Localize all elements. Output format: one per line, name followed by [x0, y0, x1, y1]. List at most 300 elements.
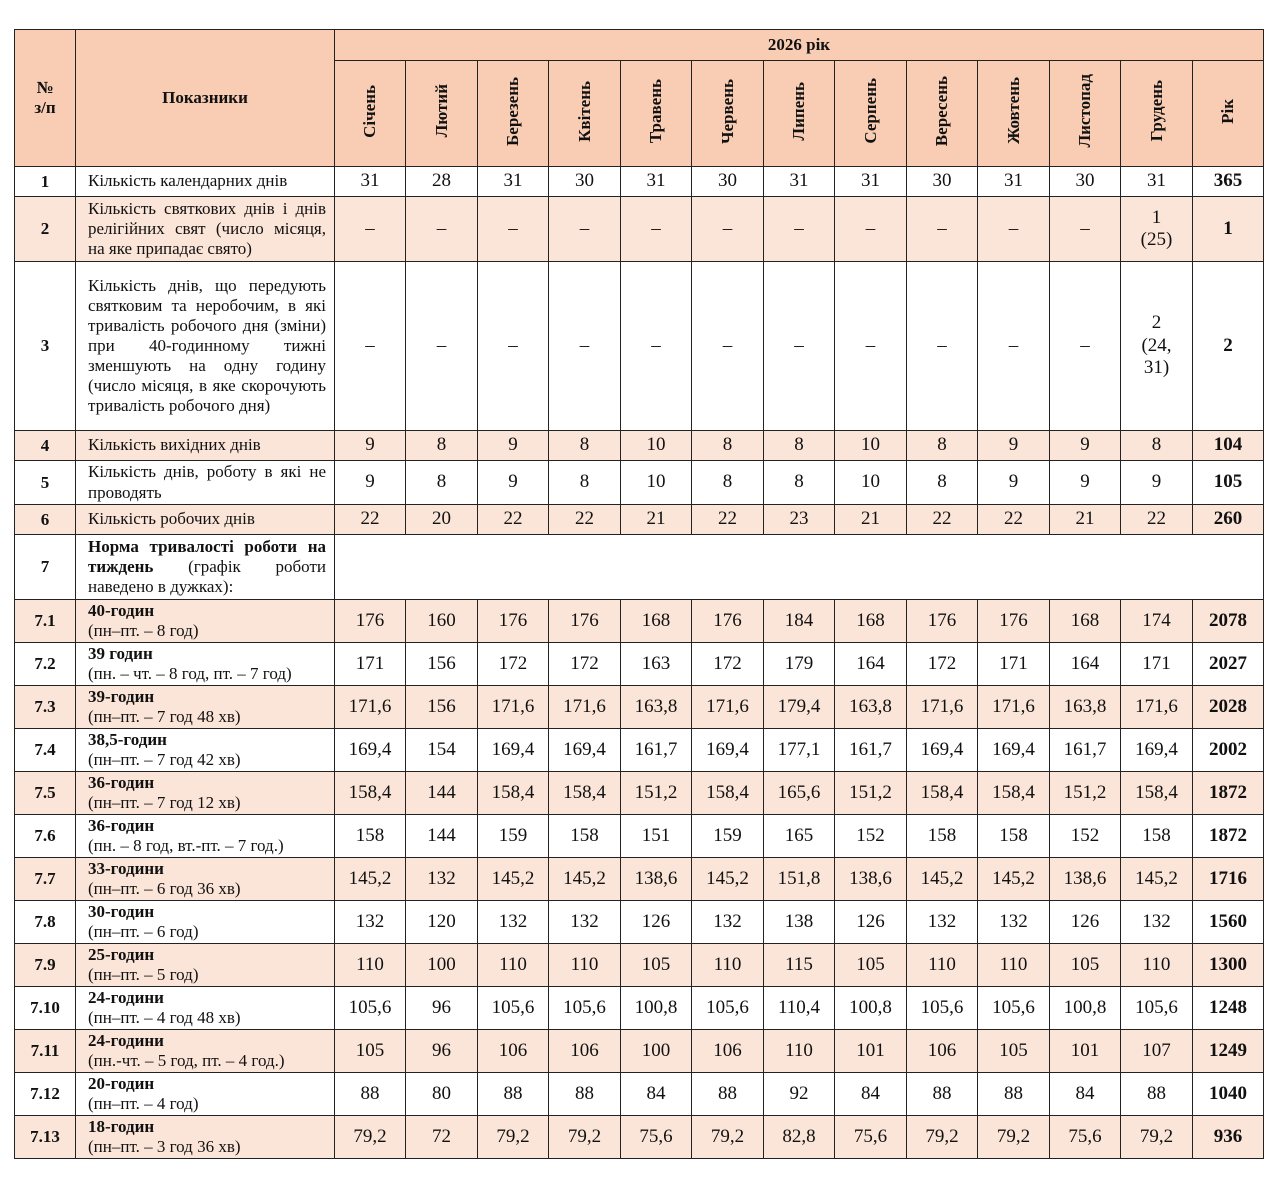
row-label: Кількість робочих днів: [76, 505, 335, 535]
month-value: 30: [692, 167, 764, 197]
month-value: 169,4: [978, 729, 1050, 772]
month-value: 105: [978, 1030, 1050, 1073]
month-value: 88: [692, 1073, 764, 1116]
row-number: 7.6: [15, 815, 76, 858]
month-value: 174: [1121, 600, 1193, 643]
schedule-detail: (пн–пт. – 7 год 42 хв): [88, 750, 241, 769]
month-value: 31: [764, 167, 835, 197]
month-value: –: [406, 262, 478, 431]
month-value: 163: [621, 643, 692, 686]
year-total-value: 1248: [1193, 987, 1264, 1030]
month-value: 23: [764, 505, 835, 535]
month-value: 105,6: [335, 987, 406, 1030]
month-value: 9: [335, 461, 406, 505]
month-value: 138,6: [621, 858, 692, 901]
month-value: 132: [907, 901, 978, 944]
year-total-value: 2028: [1193, 686, 1264, 729]
schedule-detail: (пн–пт. – 3 год 36 хв): [88, 1137, 241, 1156]
month-value: 158,4: [978, 772, 1050, 815]
table-row: [15, 1073, 1264, 1116]
row-label: [76, 772, 335, 815]
table-body: [15, 167, 1264, 1159]
month-label: Травень: [646, 78, 665, 144]
month-value: 160: [406, 600, 478, 643]
month-value: 158: [978, 815, 1050, 858]
month-value: 106: [478, 1030, 549, 1073]
row-label: Кількість днів, роботу в які не проводять: [76, 461, 335, 505]
month-value: 22: [549, 505, 621, 535]
month-value: 80: [406, 1073, 478, 1116]
header-month: [478, 61, 549, 167]
month-value: 31: [1121, 167, 1193, 197]
month-value: 151,2: [621, 772, 692, 815]
month-value: –: [335, 197, 406, 262]
year-total-value: 104: [1193, 431, 1264, 461]
month-value: 172: [692, 643, 764, 686]
month-value: 88: [907, 1073, 978, 1116]
year-total-label: Рік: [1218, 98, 1237, 124]
month-value: 138,6: [1050, 858, 1121, 901]
month-value: 79,2: [549, 1116, 621, 1159]
month-value: 88: [549, 1073, 621, 1116]
schedule-title: 25-годин: [88, 944, 155, 964]
month-value: 172: [549, 643, 621, 686]
schedule-title: 36-годин: [88, 772, 155, 792]
month-value: 10: [835, 431, 907, 461]
row-number: 6: [15, 505, 76, 535]
year-total-value: 1560: [1193, 901, 1264, 944]
row-number: 7.10: [15, 987, 76, 1030]
row-label: [76, 643, 335, 686]
year-total-value: 1872: [1193, 772, 1264, 815]
row-label: [76, 901, 335, 944]
month-value: 110: [335, 944, 406, 987]
month-value: –: [621, 197, 692, 262]
month-value: 9: [1050, 431, 1121, 461]
row-number: 7.5: [15, 772, 76, 815]
month-value: 107: [1121, 1030, 1193, 1073]
schedule-title: 30-годин: [88, 901, 155, 921]
month-value: 10: [621, 461, 692, 505]
header-month: [406, 61, 478, 167]
month-value: –: [907, 262, 978, 431]
month-value: –: [764, 197, 835, 262]
year-total-value: 260: [1193, 505, 1264, 535]
row-label: [76, 815, 335, 858]
month-value: 8: [764, 461, 835, 505]
schedule-detail: (пн–пт. – 8 год): [88, 621, 199, 640]
month-label: Липень: [789, 81, 808, 141]
month-value: 30: [907, 167, 978, 197]
month-value: 158: [335, 815, 406, 858]
table-row: [15, 815, 1264, 858]
month-value: 171,6: [978, 686, 1050, 729]
month-value: 110: [764, 1030, 835, 1073]
month-value: 9: [478, 461, 549, 505]
month-value: 96: [406, 987, 478, 1030]
table-row: [15, 901, 1264, 944]
norm-header-label: [76, 535, 335, 600]
month-value: 1 (25): [1121, 197, 1193, 262]
row-label: Кількість святкових днів і днів релігійних свят (число місяця, на яке припадає свято): [76, 197, 335, 262]
month-value: 22: [978, 505, 1050, 535]
month-value: 75,6: [1050, 1116, 1121, 1159]
header-month: [335, 61, 406, 167]
month-value: 169,4: [692, 729, 764, 772]
month-value: 105: [335, 1030, 406, 1073]
month-value: 9: [478, 431, 549, 461]
month-value: 161,7: [621, 729, 692, 772]
month-value: 177,1: [764, 729, 835, 772]
month-value: 110: [478, 944, 549, 987]
month-value: 171,6: [335, 686, 406, 729]
row-label: [76, 858, 335, 901]
norm-header-rest: (графік роботи наведено в дужках):: [88, 556, 326, 597]
month-value: 158,4: [335, 772, 406, 815]
month-value: 132: [692, 901, 764, 944]
month-value: 168: [621, 600, 692, 643]
schedule-detail: (пн–пт. – 6 год 36 хв): [88, 879, 241, 898]
schedule-title: 24-години: [88, 987, 164, 1007]
month-value: 8: [549, 461, 621, 505]
month-value: 169,4: [335, 729, 406, 772]
schedule-detail: (пн–пт. – 7 год 48 хв): [88, 707, 241, 726]
table-row: [15, 600, 1264, 643]
month-value: 88: [335, 1073, 406, 1116]
month-value: 171,6: [692, 686, 764, 729]
month-value: 132: [478, 901, 549, 944]
month-value: 168: [835, 600, 907, 643]
month-value: 79,2: [478, 1116, 549, 1159]
year-total-value: 1: [1193, 197, 1264, 262]
month-value: 10: [835, 461, 907, 505]
month-value: 105: [621, 944, 692, 987]
month-value: 30: [549, 167, 621, 197]
schedule-detail: (пн. – 8 год, вт.-пт. – 7 год.): [88, 836, 284, 855]
month-value: 159: [692, 815, 764, 858]
month-value: 151: [621, 815, 692, 858]
month-value: 21: [835, 505, 907, 535]
month-value: 179: [764, 643, 835, 686]
month-value: –: [692, 262, 764, 431]
row-label: [76, 600, 335, 643]
month-value: 138,6: [835, 858, 907, 901]
row-label: [76, 686, 335, 729]
year-total-value: 365: [1193, 167, 1264, 197]
month-value: 22: [907, 505, 978, 535]
row-label: [76, 1116, 335, 1159]
month-value: –: [835, 197, 907, 262]
header-month: [1050, 61, 1121, 167]
month-label: Грудень: [1146, 80, 1166, 142]
header-year: 2026 рік: [335, 30, 1264, 61]
year-total-value: 1040: [1193, 1073, 1264, 1116]
table-row: [15, 987, 1264, 1030]
month-value: 72: [406, 1116, 478, 1159]
header-month: [621, 61, 692, 167]
month-value: 88: [1121, 1073, 1193, 1116]
schedule-detail: (пн.-чт. – 5 год, пт. – 4 год.): [88, 1051, 285, 1070]
month-value: –: [478, 262, 549, 431]
month-value: 75,6: [621, 1116, 692, 1159]
month-value: 105,6: [549, 987, 621, 1030]
month-value: 110: [907, 944, 978, 987]
month-value: 165,6: [764, 772, 835, 815]
month-value: 158: [1121, 815, 1193, 858]
table-row: [15, 729, 1264, 772]
month-value: 151,2: [835, 772, 907, 815]
header-month: [764, 61, 835, 167]
year-total-value: 936: [1193, 1116, 1264, 1159]
year-total-value: 1300: [1193, 944, 1264, 987]
month-value: 8: [764, 431, 835, 461]
month-value: 171: [978, 643, 1050, 686]
month-value: 138: [764, 901, 835, 944]
table-row: [15, 431, 1264, 461]
month-value: 176: [907, 600, 978, 643]
year-total-value: 105: [1193, 461, 1264, 505]
norm-header-bold: Норма тривалості роботи на тиждень: [88, 536, 326, 576]
year-total-value: 2: [1193, 262, 1264, 431]
month-value: 106: [907, 1030, 978, 1073]
year-total-value: 2027: [1193, 643, 1264, 686]
month-value: –: [406, 197, 478, 262]
month-value: 158,4: [549, 772, 621, 815]
month-value: 168: [1050, 600, 1121, 643]
row-label: [76, 729, 335, 772]
schedule-detail: (пн–пт. – 4 год 48 хв): [88, 1008, 241, 1027]
schedule-title: 40-годин: [88, 600, 155, 620]
month-label: Лютий: [431, 84, 451, 138]
month-value: 158,4: [478, 772, 549, 815]
month-value: 163,8: [835, 686, 907, 729]
month-value: 145,2: [692, 858, 764, 901]
month-value: 132: [978, 901, 1050, 944]
header-month: [835, 61, 907, 167]
month-value: 22: [478, 505, 549, 535]
table-row: [15, 772, 1264, 815]
month-value: 159: [478, 815, 549, 858]
month-value: 9: [978, 461, 1050, 505]
row-number: 5: [15, 461, 76, 505]
month-value: 171,6: [1121, 686, 1193, 729]
month-value: 96: [406, 1030, 478, 1073]
month-value: –: [549, 262, 621, 431]
month-value: 8: [692, 431, 764, 461]
month-value: 105,6: [692, 987, 764, 1030]
month-label: Вересень: [932, 75, 951, 147]
month-value: 101: [835, 1030, 907, 1073]
month-value: 8: [406, 431, 478, 461]
month-value: 144: [406, 772, 478, 815]
month-value: 8: [406, 461, 478, 505]
header-month: [978, 61, 1050, 167]
month-value: 126: [621, 901, 692, 944]
row-label: [76, 944, 335, 987]
month-value: 2 (24, 31): [1121, 262, 1193, 431]
month-value: 176: [335, 600, 406, 643]
month-value: 176: [692, 600, 764, 643]
table-row: [15, 643, 1264, 686]
month-value: 161,7: [835, 729, 907, 772]
month-value: 144: [406, 815, 478, 858]
schedule-detail: (пн–пт. – 7 год 12 хв): [88, 793, 241, 812]
month-value: 110: [978, 944, 1050, 987]
row-label: Кількість календарних днів: [76, 167, 335, 197]
table-header: [15, 30, 1264, 167]
month-value: 158,4: [692, 772, 764, 815]
month-value: 22: [335, 505, 406, 535]
month-value: 28: [406, 167, 478, 197]
row-label: Кількість днів, що передують святковим та неробочим, в які тривалість робочого дня (зміни) при 40-годинному тижні зменшують на одну годину (число місяця, в яке скорочують тривалість робочого дня): [76, 262, 335, 431]
month-value: 105,6: [478, 987, 549, 1030]
row-number: 7.3: [15, 686, 76, 729]
month-value: 8: [1121, 431, 1193, 461]
month-value: –: [1050, 262, 1121, 431]
month-value: 156: [406, 643, 478, 686]
month-value: 132: [549, 901, 621, 944]
month-value: 79,2: [335, 1116, 406, 1159]
month-value: –: [621, 262, 692, 431]
table-row: [15, 262, 1264, 431]
month-value: 30: [1050, 167, 1121, 197]
month-value: –: [764, 262, 835, 431]
month-value: 152: [835, 815, 907, 858]
row-number: 7.12: [15, 1073, 76, 1116]
month-value: 145,2: [335, 858, 406, 901]
month-value: 9: [335, 431, 406, 461]
table-row: [15, 944, 1264, 987]
month-value: 158,4: [907, 772, 978, 815]
row-number: 3: [15, 262, 76, 431]
month-value: 126: [1050, 901, 1121, 944]
work-time-norms-table: [14, 29, 1264, 1159]
schedule-title: 24-години: [88, 1030, 164, 1050]
month-value: 145,2: [907, 858, 978, 901]
month-value: 100: [406, 944, 478, 987]
month-value: 31: [978, 167, 1050, 197]
month-value: 21: [1050, 505, 1121, 535]
month-value: 105,6: [1121, 987, 1193, 1030]
month-value: 9: [1121, 461, 1193, 505]
header-indicators: Показники: [76, 30, 335, 167]
month-value: 165: [764, 815, 835, 858]
month-value: 79,2: [907, 1116, 978, 1159]
month-value: 172: [478, 643, 549, 686]
row-number: 7.1: [15, 600, 76, 643]
table-row: [15, 167, 1264, 197]
month-value: 156: [406, 686, 478, 729]
month-value: 176: [978, 600, 1050, 643]
month-value: 158: [907, 815, 978, 858]
month-value: 79,2: [978, 1116, 1050, 1159]
month-value: 171,6: [478, 686, 549, 729]
header-month: [907, 61, 978, 167]
month-value: –: [907, 197, 978, 262]
month-value: 132: [1121, 901, 1193, 944]
month-value: 169,4: [1121, 729, 1193, 772]
header-month: [692, 61, 764, 167]
month-value: 10: [621, 431, 692, 461]
row-number: 1: [15, 167, 76, 197]
month-label: Березень: [503, 76, 522, 146]
month-value: 145,2: [549, 858, 621, 901]
month-label: Серпень: [860, 78, 880, 144]
schedule-title: 36-годин: [88, 815, 155, 835]
month-value: –: [1050, 197, 1121, 262]
schedule-title: 20-годин: [88, 1073, 155, 1093]
month-value: 169,4: [907, 729, 978, 772]
header-num: № з/п: [15, 30, 76, 167]
month-value: 79,2: [692, 1116, 764, 1159]
month-value: 92: [764, 1073, 835, 1116]
month-value: 31: [621, 167, 692, 197]
month-value: 88: [978, 1073, 1050, 1116]
month-value: 22: [1121, 505, 1193, 535]
month-value: 164: [1050, 643, 1121, 686]
row-number: 7: [15, 535, 76, 600]
month-value: 176: [549, 600, 621, 643]
month-value: 171,6: [907, 686, 978, 729]
month-value: 31: [335, 167, 406, 197]
schedule-title: 39-годин: [88, 686, 155, 706]
table-row: [15, 686, 1264, 729]
month-value: 105,6: [978, 987, 1050, 1030]
empty-cell: [335, 535, 1264, 600]
month-value: 8: [907, 461, 978, 505]
month-value: 151,8: [764, 858, 835, 901]
month-value: –: [692, 197, 764, 262]
month-value: 171: [335, 643, 406, 686]
month-value: 84: [1050, 1073, 1121, 1116]
month-value: –: [978, 197, 1050, 262]
row-label: [76, 987, 335, 1030]
month-value: 100,8: [621, 987, 692, 1030]
month-label: Листопад: [1075, 74, 1094, 148]
month-value: 110: [692, 944, 764, 987]
month-value: 179,4: [764, 686, 835, 729]
row-label: [76, 1030, 335, 1073]
month-value: 110: [1121, 944, 1193, 987]
row-number: 7.8: [15, 901, 76, 944]
month-value: 8: [692, 461, 764, 505]
month-value: 100: [621, 1030, 692, 1073]
schedule-detail: (пн–пт. – 5 год): [88, 965, 199, 984]
month-value: –: [335, 262, 406, 431]
header-month: [549, 61, 621, 167]
month-value: 84: [621, 1073, 692, 1116]
month-value: 31: [478, 167, 549, 197]
month-value: 164: [835, 643, 907, 686]
schedule-title: 38,5-годин: [88, 729, 167, 749]
month-value: 171: [1121, 643, 1193, 686]
row-number: 7.4: [15, 729, 76, 772]
schedule-title: 39 годин: [88, 643, 153, 663]
month-value: 8: [907, 431, 978, 461]
schedule-detail: (пн. – чт. – 8 год, пт. – 7 год): [88, 664, 292, 683]
month-value: 161,7: [1050, 729, 1121, 772]
month-value: 75,6: [835, 1116, 907, 1159]
month-value: 172: [907, 643, 978, 686]
year-total-value: 2078: [1193, 600, 1264, 643]
month-value: 22: [692, 505, 764, 535]
month-value: 105: [1050, 944, 1121, 987]
month-value: 79,2: [1121, 1116, 1193, 1159]
header-month: [1121, 61, 1193, 167]
month-value: 100,8: [1050, 987, 1121, 1030]
month-value: 100,8: [835, 987, 907, 1030]
month-value: 171,6: [549, 686, 621, 729]
